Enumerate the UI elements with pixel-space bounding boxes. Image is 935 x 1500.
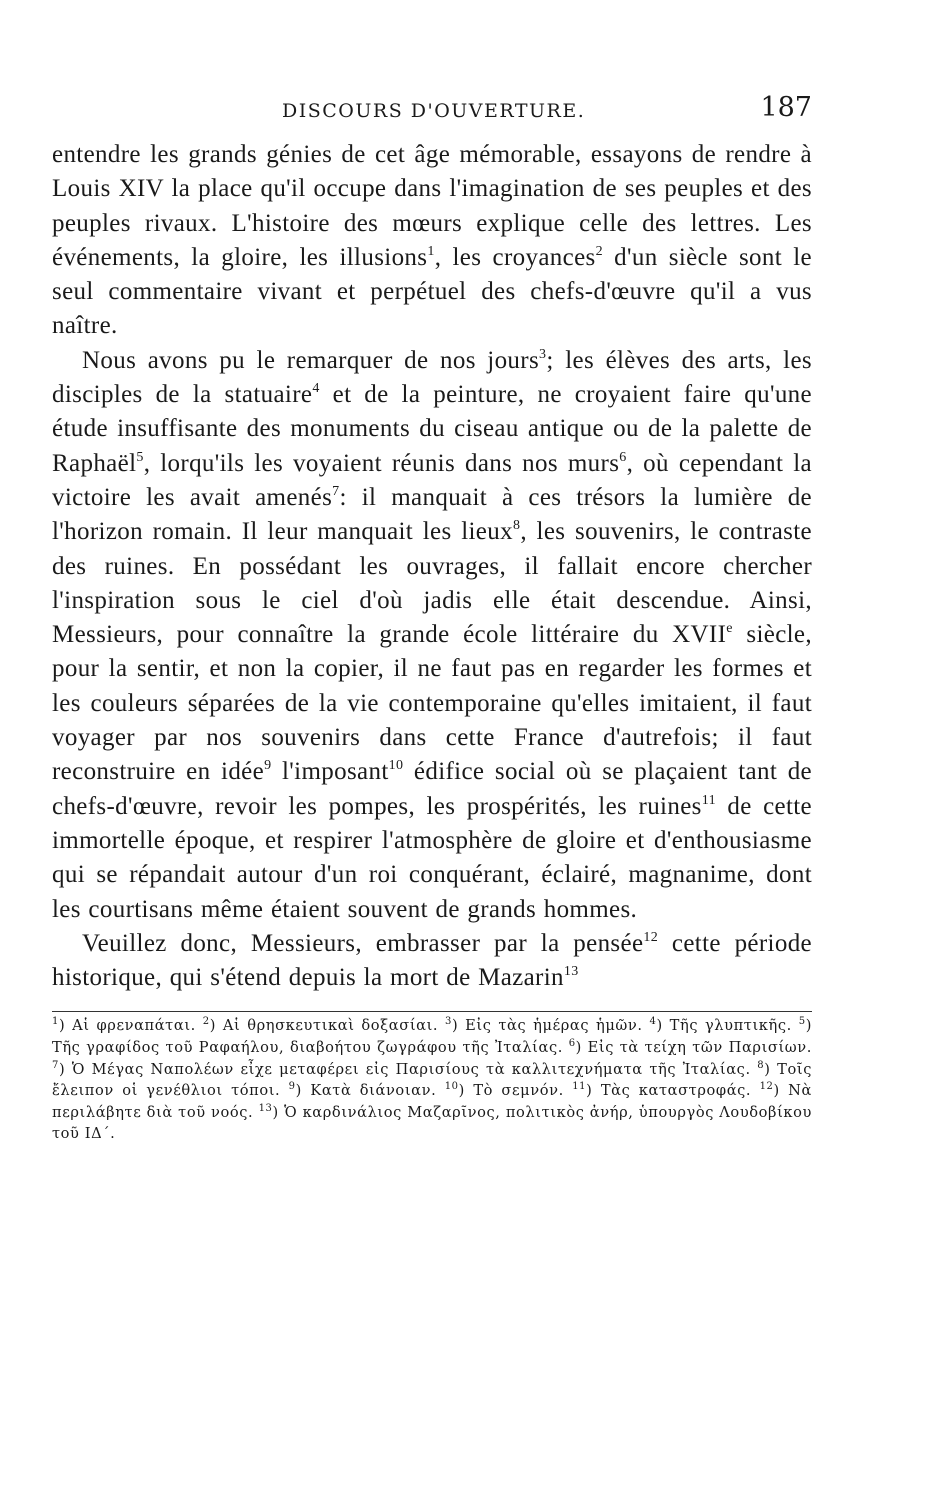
footnote-5: ) Τῆς γραφίδος τοῦ Ραφαήλου, διαβοήτου ζωγράφου τῆς Ἰταλίας. bbox=[52, 1017, 812, 1057]
paragraph-2 bbox=[52, 344, 812, 927]
footnote-number: 5 bbox=[798, 1016, 806, 1028]
text-run: , lorqu'ils les voyaient réunis dans nos murs bbox=[143, 449, 620, 477]
text-run: , les souvenirs, le contraste des ruines. En possédant les ouvrages, il fallait encore chercher l'inspiration sous le ciel d'où jadis elle était descendue. Ainsi, Messieurs, pour connaître la grande école littéraire du XVII bbox=[52, 518, 812, 649]
footnote-number: 7 bbox=[52, 1059, 59, 1071]
footnote-12: ) Νὰ περιλάβητε διὰ τοῦ νοός. bbox=[52, 1082, 813, 1121]
footnote-ref: 9 bbox=[264, 758, 272, 774]
footnotes bbox=[52, 1015, 812, 1145]
paragraph-3 bbox=[52, 927, 812, 996]
running-title: DISCOURS D'OUVERTURE. bbox=[282, 100, 586, 122]
text-run: édifice social où se plaçaient tant de chefs-d'œuvre, revoir les pompes, les prospérités, les ruines bbox=[52, 758, 812, 820]
footnote-ref: 7 bbox=[332, 483, 340, 499]
footnote-ref: 5 bbox=[136, 449, 144, 465]
footnote-ref: 2 bbox=[595, 243, 603, 259]
footnote-number: 3 bbox=[445, 1016, 452, 1028]
paragraph-1 bbox=[52, 138, 812, 344]
footnote-10: ) Τὸ σεμνόν. bbox=[458, 1082, 573, 1100]
footnote-number: 12 bbox=[759, 1081, 774, 1093]
footnote-number: 13 bbox=[258, 1102, 273, 1114]
footnote-number: 9 bbox=[288, 1081, 296, 1093]
footnote-number: 10 bbox=[444, 1081, 459, 1093]
footnote-2: ) Αἱ θρησκευτικαὶ δοξασίαι. bbox=[209, 1017, 446, 1035]
footnote-ref: 1 bbox=[427, 243, 435, 259]
body-text bbox=[52, 138, 812, 995]
text-run: Veuillez donc, Messieurs, embrasser par la pensée bbox=[82, 929, 644, 957]
footnote-8: ) Τοῖς ἔλειπον οἱ γενέθλιοι τόποι. bbox=[52, 1060, 812, 1100]
text-run: siècle, pour la sentir, et non la copier, il ne faut pas en regarder les formes et les couleurs séparées de la vie contemporaine qu'elles imitaient, il faut voyager par nos souvenirs dans cette France d'autrefois; il faut reconstruire en idée bbox=[52, 621, 812, 786]
text-run: entendre les grands génies de cet âge mémorable, essayons de rendre à Louis XIV la place qu'il occupe dans l'imagination de ses peuples et des peuples rivaux. L'histoire des mœurs explique celle des lettres. Les événements, la gloire, les illusions bbox=[52, 141, 812, 271]
footnote-ref: 11 bbox=[701, 792, 716, 808]
footnote-9: ) Κατὰ διάνοιαν. bbox=[295, 1082, 445, 1100]
text-run: Nous avons pu le remarquer de nos jours bbox=[82, 346, 540, 374]
footnote-11: ) Τὰς καταστροφάς. bbox=[586, 1082, 760, 1100]
text-run: de cette immortelle époque, et respirer l'atmosphère de gloire et d'enthousiasme qui se répandait autour d'un roi conquérant, éclairé, magnanime, dont les courtisans même étaient souvent de grands hommes. bbox=[52, 792, 812, 923]
text-run: , les croyances bbox=[434, 243, 596, 271]
footnote-divider bbox=[52, 1011, 812, 1012]
book-page bbox=[52, 90, 812, 1145]
footnote-ref: 12 bbox=[643, 929, 659, 945]
text-run: : il manquait à ces trésors la lumière de l'horizon romain. Il leur manquait les lieux bbox=[52, 483, 812, 546]
footnote-number: 6 bbox=[568, 1038, 576, 1050]
footnote-7: ) Ὁ Μέγας Ναπολέων εἶχε μεταφέρει εἰς Παρισίους τὰ καλλιτεχνήματα τῆς Ἰταλίας. bbox=[58, 1060, 758, 1078]
text-run: cette période historique, qui s'étend depuis la mort de Mazarin bbox=[52, 929, 813, 992]
footnote-1: ) Αἱ φρεναπάται. bbox=[58, 1017, 203, 1035]
text-run: ; les élèves des arts, les disciples de la statuaire bbox=[52, 346, 812, 409]
text-run: et de la peinture, ne croyaient faire qu'une étude insuffisante des monuments du ciseau antique ou de la palette de Raphaël bbox=[52, 381, 812, 477]
page-header bbox=[52, 90, 812, 130]
footnote-ref: 4 bbox=[312, 381, 320, 397]
footnote-ref: 3 bbox=[539, 346, 547, 362]
superscript-e: e bbox=[726, 621, 733, 637]
footnote-number: 1 bbox=[52, 1016, 59, 1028]
footnote-number: 11 bbox=[572, 1081, 587, 1093]
footnote-number: 8 bbox=[757, 1059, 765, 1071]
footnote-ref: 10 bbox=[388, 758, 404, 774]
footnote-13: ) Ὁ καρδινάλιος Μαζαρῖνος, πολιτικὸς ἀνήρ, ὑπουργὸς Λουδοβίκου τοῦ ΙΔ΄. bbox=[52, 1103, 812, 1143]
footnote-ref: 13 bbox=[563, 964, 579, 980]
text-run: d'un siècle sont le seul commentaire vivant et perpétuel des chefs-d'œuvre qu'il a vus naître. bbox=[52, 243, 812, 340]
text-run: l'imposant bbox=[271, 758, 389, 786]
footnote-ref: 8 bbox=[512, 518, 521, 534]
footnote-number: 4 bbox=[649, 1016, 657, 1028]
footnote-number: 2 bbox=[202, 1016, 210, 1028]
text-run: , où cependant la victoire les avait amenés bbox=[52, 449, 812, 511]
footnote-3: ) Εἰς τὰς ἡμέρας ἡμῶν. bbox=[452, 1017, 650, 1035]
footnote-6: ) Εἰς τὰ τείχη τῶν Παρισίων. bbox=[575, 1039, 812, 1057]
footnote-4: ) Τῆς γλυπτικῆς. bbox=[656, 1017, 799, 1035]
page-number: 187 bbox=[760, 92, 812, 123]
footnote-ref: 6 bbox=[619, 449, 627, 465]
